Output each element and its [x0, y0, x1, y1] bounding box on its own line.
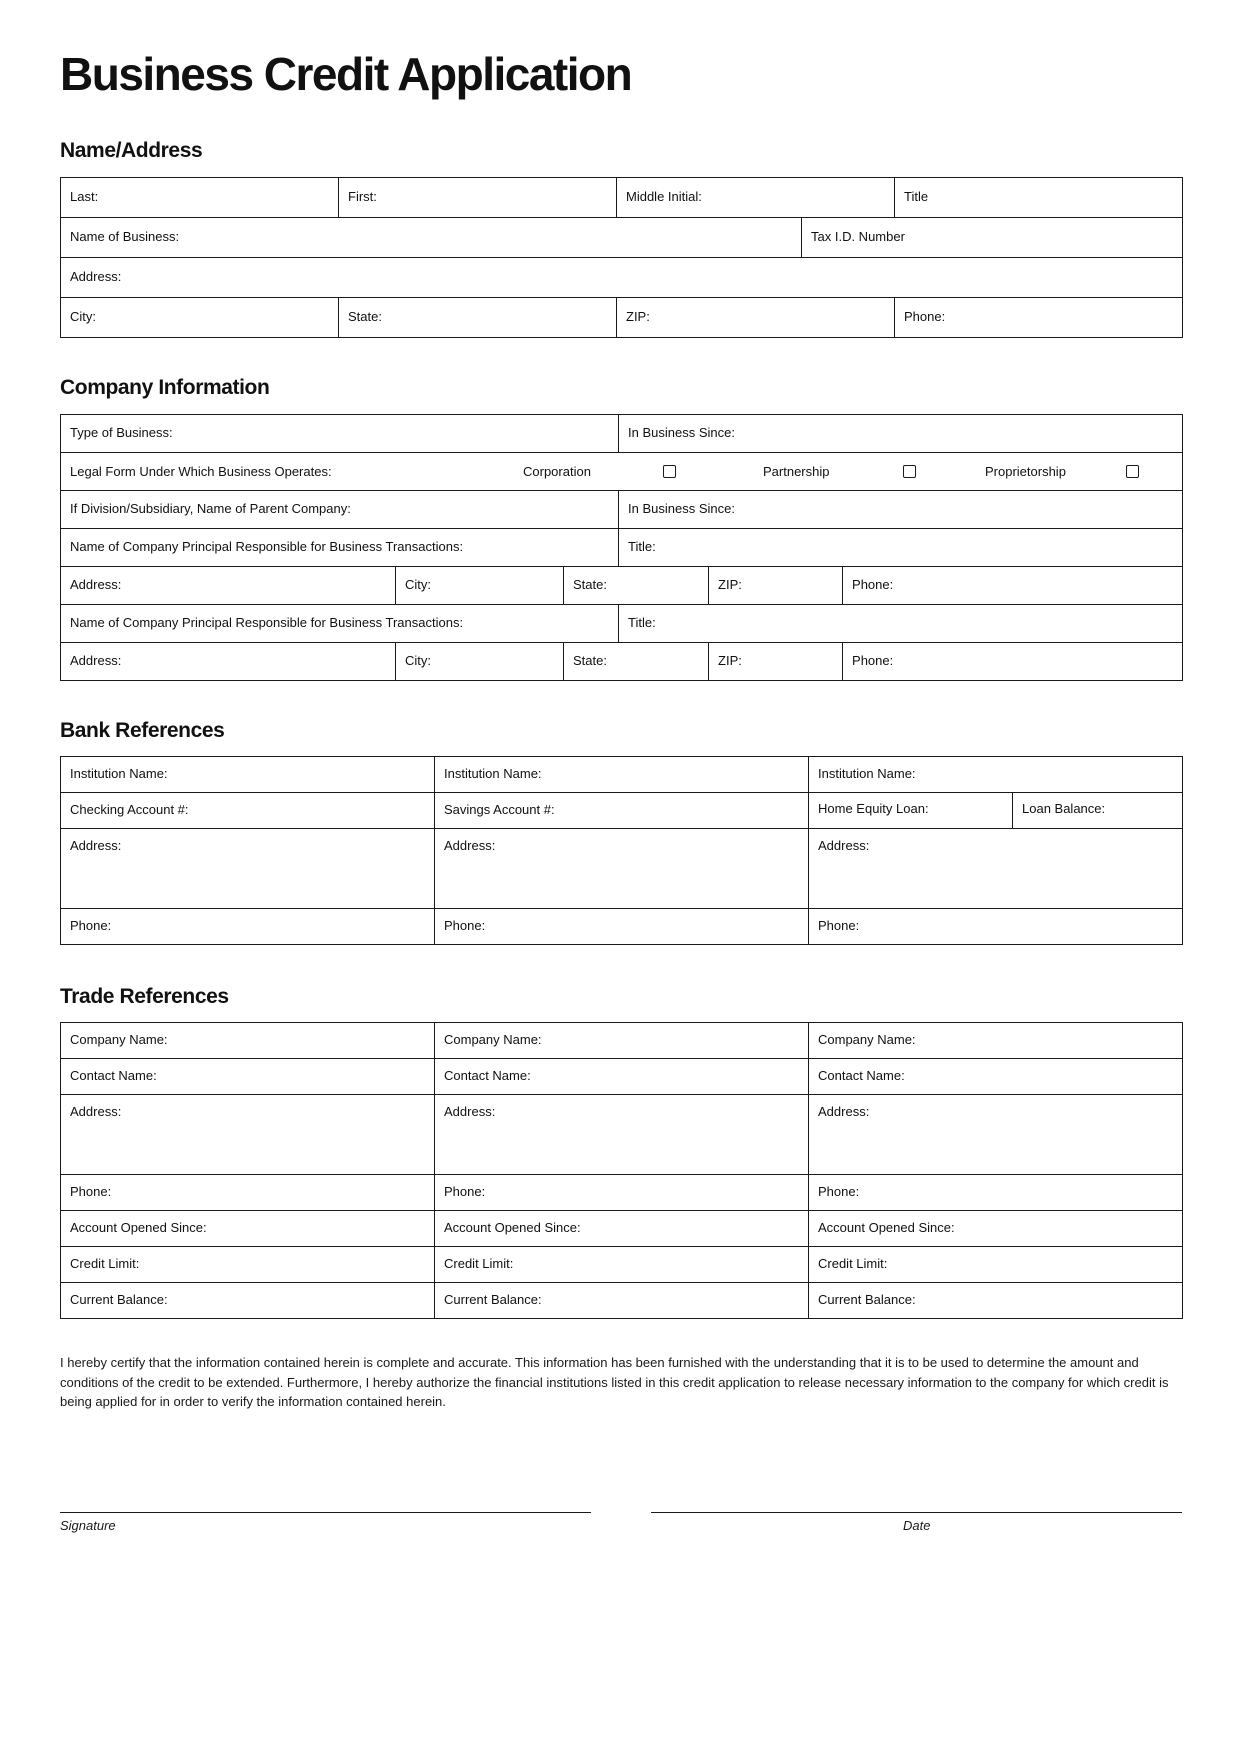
trade-2-contact-field[interactable] — [435, 1059, 809, 1095]
trade-2-phone-field[interactable] — [435, 1175, 809, 1211]
partnership-checkbox[interactable] — [903, 465, 916, 478]
in-business-since-label: In Business Since: — [628, 425, 735, 440]
last-name-field[interactable] — [61, 178, 339, 218]
business-name-field[interactable] — [61, 218, 802, 258]
trade-1-credit-limit-label: Credit Limit: — [70, 1256, 140, 1271]
principal-2-city-label: City: — [405, 653, 431, 668]
trade-3-current-balance-field[interactable] — [809, 1283, 1183, 1319]
proprietorship-label: Proprietorship — [985, 463, 1066, 479]
first-name-label: First: — [348, 189, 377, 204]
principal-1-address-field[interactable] — [61, 567, 396, 605]
trade-3-phone-field[interactable] — [809, 1175, 1183, 1211]
trade-1-company-label: Company Name: — [70, 1032, 168, 1047]
bank-1-institution-field[interactable] — [61, 757, 435, 793]
principal-1-zip-label: ZIP: — [718, 577, 742, 592]
trade-3-contact-label: Contact Name: — [818, 1068, 905, 1083]
bank-2-address-field[interactable] — [435, 829, 809, 909]
trade-2-credit-limit-label: Credit Limit: — [444, 1256, 514, 1271]
principal-2-label: Name of Company Principal Responsible for Business Transactions: — [70, 615, 464, 630]
principal-2-zip-field[interactable] — [709, 643, 843, 681]
trade-2-phone-label: Phone: — [444, 1184, 486, 1199]
loan-balance-field[interactable] — [1013, 793, 1183, 829]
principal-2-zip-label: ZIP: — [718, 653, 742, 668]
trade-3-credit-limit-label: Credit Limit: — [818, 1256, 888, 1271]
section-title-trade-refs: Trade References — [60, 985, 229, 1008]
bank-3-institution-field[interactable] — [809, 757, 1183, 793]
trade-1-address-label: Address: — [70, 1104, 122, 1119]
principal-2-state-label: State: — [573, 653, 607, 668]
trade-3-credit-limit-field[interactable] — [809, 1247, 1183, 1283]
parent-in-business-since-field[interactable] — [619, 491, 1183, 529]
signature-line[interactable] — [60, 1512, 591, 1513]
corporation-option[interactable] — [523, 464, 676, 480]
trade-2-credit-limit-field[interactable] — [435, 1247, 809, 1283]
trade-2-account-opened-field[interactable] — [435, 1211, 809, 1247]
partnership-option[interactable] — [763, 464, 916, 480]
tax-id-label: Tax I.D. Number — [811, 229, 905, 244]
bank-2-institution-label: Institution Name: — [444, 766, 542, 781]
bank-1-phone-label: Phone: — [70, 918, 112, 933]
address-field[interactable] — [61, 258, 1183, 298]
parent-in-business-since-label: In Business Since: — [628, 501, 735, 516]
principal-1-title-label: Title: — [628, 539, 656, 554]
corporation-checkbox[interactable] — [663, 465, 676, 478]
section-title-name-address: Name/Address — [60, 139, 203, 162]
trade-1-contact-field[interactable] — [61, 1059, 435, 1095]
principal-1-field[interactable] — [61, 529, 619, 567]
bank-1-institution-label: Institution Name: — [70, 766, 168, 781]
principal-2-title-field[interactable] — [619, 605, 1183, 643]
trade-3-address-label: Address: — [818, 1104, 870, 1119]
trade-2-address-label: Address: — [444, 1104, 496, 1119]
principal-1-label: Name of Company Principal Responsible for Business Transactions: — [70, 539, 464, 554]
date-line[interactable] — [651, 1512, 1182, 1513]
city-field[interactable] — [61, 298, 339, 338]
page-title: Business Credit Application — [60, 48, 632, 100]
principal-1-phone-field[interactable] — [843, 567, 1183, 605]
trade-2-current-balance-label: Current Balance: — [444, 1292, 542, 1307]
trade-3-company-field[interactable] — [809, 1023, 1183, 1059]
bank-references-table — [60, 756, 1183, 945]
principal-1-city-field[interactable] — [396, 567, 564, 605]
bank-3-phone-field[interactable] — [809, 909, 1183, 945]
bank-1-address-label: Address: — [70, 838, 122, 853]
first-name-field[interactable] — [339, 178, 617, 218]
parent-company-label: If Division/Subsidiary, Name of Parent Company: — [70, 501, 351, 516]
principal-2-phone-field[interactable] — [843, 643, 1183, 681]
bank-1-phone-field[interactable] — [61, 909, 435, 945]
home-equity-loan-field[interactable] — [809, 793, 1013, 829]
trade-3-account-opened-field[interactable] — [809, 1211, 1183, 1247]
bank-3-phone-label: Phone: — [818, 918, 860, 933]
principal-2-address-field[interactable] — [61, 643, 396, 681]
trade-2-company-field[interactable] — [435, 1023, 809, 1059]
trade-1-credit-limit-field[interactable] — [61, 1247, 435, 1283]
trade-1-current-balance-field[interactable] — [61, 1283, 435, 1319]
principal-1-city-label: City: — [405, 577, 431, 592]
trade-3-phone-label: Phone: — [818, 1184, 860, 1199]
business-name-label: Name of Business: — [70, 229, 180, 244]
principal-1-title-field[interactable] — [619, 529, 1183, 567]
in-business-since-field[interactable] — [619, 415, 1183, 453]
checking-account-label: Checking Account #: — [70, 802, 189, 817]
bank-3-institution-label: Institution Name: — [818, 766, 916, 781]
trade-3-account-opened-label: Account Opened Since: — [818, 1220, 955, 1235]
principal-2-address-label: Address: — [70, 653, 122, 668]
company-info-table — [60, 414, 1183, 681]
trade-1-account-opened-field[interactable] — [61, 1211, 435, 1247]
trade-3-company-label: Company Name: — [818, 1032, 916, 1047]
bank-2-phone-field[interactable] — [435, 909, 809, 945]
savings-account-field[interactable] — [435, 793, 809, 829]
title-field[interactable] — [895, 178, 1183, 218]
section-title-company-info: Company Information — [60, 376, 270, 399]
bank-3-address-label: Address: — [818, 838, 870, 853]
type-of-business-field[interactable] — [61, 415, 619, 453]
state-label: State: — [348, 309, 382, 324]
zip-field[interactable] — [617, 298, 895, 338]
tax-id-field[interactable] — [802, 218, 1183, 258]
home-equity-loan-label: Home Equity Loan: — [818, 801, 929, 816]
trade-3-contact-field[interactable] — [809, 1059, 1183, 1095]
principal-1-state-field[interactable] — [564, 567, 709, 605]
partnership-label: Partnership — [763, 463, 830, 479]
city-label: City: — [70, 309, 96, 324]
bank-2-phone-label: Phone: — [444, 918, 486, 933]
principal-1-zip-field[interactable] — [709, 567, 843, 605]
parent-company-field[interactable] — [61, 491, 619, 529]
trade-3-address-field[interactable] — [809, 1095, 1183, 1175]
proprietorship-option[interactable] — [985, 464, 1139, 480]
certification-statement: I hereby certify that the information contained herein is complete and accurate. This information has been furnished with the understanding that it is to be used to determine the amount and conditions of the credit to be extended. Furthermore, I hereby authorize the financial institutions listed in this credit application to release necessary information to the company for which credit is being applied for in order to verify the information contained herein. — [60, 1355, 1169, 1409]
address-label: Address: — [70, 269, 122, 284]
trade-1-current-balance-label: Current Balance: — [70, 1292, 168, 1307]
corporation-label: Corporation — [523, 463, 591, 479]
trade-2-address-field[interactable] — [435, 1095, 809, 1175]
legal-form-label: Legal Form Under Which Business Operates: — [70, 463, 332, 479]
title-label: Title — [904, 189, 929, 204]
principal-2-title-label: Title: — [628, 615, 656, 630]
checking-account-field[interactable] — [61, 793, 435, 829]
savings-account-label: Savings Account #: — [444, 802, 555, 817]
trade-1-account-opened-label: Account Opened Since: — [70, 1220, 207, 1235]
section-title-bank-refs: Bank References — [60, 719, 225, 742]
middle-initial-label: Middle Initial: — [626, 189, 702, 204]
middle-initial-field[interactable] — [617, 178, 895, 218]
trade-2-company-label: Company Name: — [444, 1032, 542, 1047]
trade-2-account-opened-label: Account Opened Since: — [444, 1220, 581, 1235]
zip-label: ZIP: — [626, 309, 650, 324]
bank-1-address-field[interactable] — [61, 829, 435, 909]
principal-2-phone-label: Phone: — [852, 653, 894, 668]
bank-2-institution-field[interactable] — [435, 757, 809, 793]
principal-2-state-field[interactable] — [564, 643, 709, 681]
legal-form-row — [61, 453, 1183, 491]
trade-1-phone-label: Phone: — [70, 1184, 112, 1199]
trade-1-contact-label: Contact Name: — [70, 1068, 157, 1083]
trade-2-current-balance-field[interactable] — [435, 1283, 809, 1319]
principal-2-field[interactable] — [61, 605, 619, 643]
trade-1-phone-field[interactable] — [61, 1175, 435, 1211]
phone-label: Phone: — [904, 309, 946, 324]
trade-3-current-balance-label: Current Balance: — [818, 1292, 916, 1307]
principal-1-state-label: State: — [573, 577, 607, 592]
loan-balance-label: Loan Balance: — [1022, 801, 1106, 816]
bank-2-address-label: Address: — [444, 838, 496, 853]
trade-references-table — [60, 1022, 1183, 1319]
signature-label: Signature — [60, 1518, 116, 1533]
bank-3-address-field[interactable] — [809, 829, 1183, 909]
phone-field[interactable] — [895, 298, 1183, 338]
principal-1-phone-label: Phone: — [852, 577, 894, 592]
trade-2-contact-label: Contact Name: — [444, 1068, 531, 1083]
date-label: Date — [903, 1518, 931, 1533]
state-field[interactable] — [339, 298, 617, 338]
last-name-label: Last: — [70, 189, 99, 204]
name-address-table — [60, 177, 1183, 338]
principal-1-address-label: Address: — [70, 577, 122, 592]
principal-2-city-field[interactable] — [396, 643, 564, 681]
proprietorship-checkbox[interactable] — [1126, 465, 1139, 478]
type-of-business-label: Type of Business: — [70, 425, 173, 440]
trade-1-company-field[interactable] — [61, 1023, 435, 1059]
trade-1-address-field[interactable] — [61, 1095, 435, 1175]
